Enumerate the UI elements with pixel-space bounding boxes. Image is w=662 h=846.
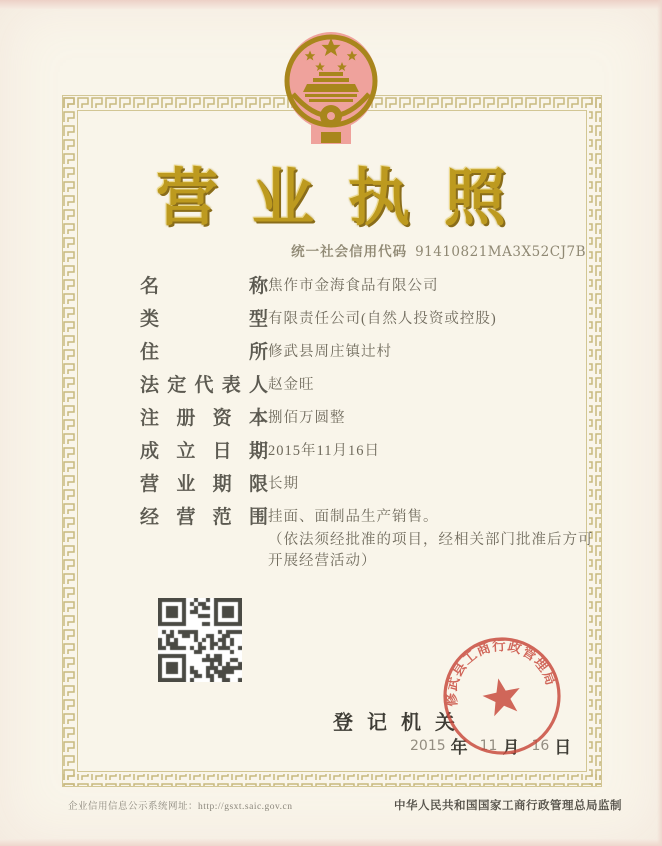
national-emblem — [279, 26, 383, 150]
footer-public-info-url: 企业信用信息公示系统网址：http://gsxt.saic.gov.cn — [68, 802, 293, 812]
field-value: 2015年11月16日 — [268, 443, 380, 459]
date-year: 2015 — [410, 738, 446, 754]
credit-code-label: 统一社会信用代码 — [291, 244, 408, 259]
field-label: 法 定 代 表 人 — [140, 375, 268, 396]
field-value: 有限责任公司(自然人投资或控股) — [268, 311, 497, 327]
seal-star — [480, 674, 525, 717]
field-label: 注 册 资 本 — [140, 408, 268, 429]
field-row-established — [140, 436, 570, 469]
field-row-scope — [140, 502, 594, 570]
date-month-char: 月 — [502, 738, 520, 757]
field-row-capital — [140, 403, 570, 436]
official-seal — [424, 618, 581, 775]
field-label: 住 所 — [140, 342, 268, 363]
field-row-term — [140, 469, 570, 502]
field-value: 捌佰万圆整 — [268, 410, 346, 426]
field-label: 经 营 范 围 — [140, 507, 268, 528]
qr-code — [158, 598, 242, 682]
field-label: 名 称 — [140, 276, 268, 297]
field-value: 赵金旺 — [268, 377, 315, 393]
date-year-char: 年 — [450, 738, 468, 757]
field-value: 修武县周庄镇辻村 — [268, 344, 392, 360]
scan-edge — [0, 0, 662, 9]
field-scope-note: （依法须经批准的项目，经相关部门批准后方可开展经营活动） — [268, 532, 594, 569]
credit-code-line — [291, 240, 586, 260]
license-fields — [140, 271, 594, 570]
field-row-address — [140, 337, 570, 370]
date-day: 16 — [531, 738, 550, 754]
scan-edge — [657, 0, 662, 846]
scan-edge — [0, 839, 662, 846]
field-row-name — [140, 271, 570, 304]
field-value: 焦作市金海食品有限公司 — [268, 278, 439, 294]
field-row-legal-rep — [140, 370, 570, 403]
credit-code-value: 91410821MA3X52CJ7B — [415, 244, 586, 260]
date-day-char: 日 — [554, 738, 572, 757]
field-value: 挂面、面制品生产销售。 — [268, 509, 439, 525]
field-row-type — [140, 304, 570, 337]
license-title: 营业执照 — [155, 165, 540, 233]
footer-issuer-note: 中华人民共和国国家工商行政管理总局监制 — [394, 800, 622, 812]
seal-text: 修武县工商行政管理局 — [443, 637, 559, 708]
field-label: 成 立 日 期 — [140, 441, 268, 462]
field-value: 长期 — [268, 476, 299, 492]
registration-authority-label: 登记机关 — [333, 712, 469, 734]
date-month: 11 — [479, 738, 498, 754]
field-label: 类 型 — [140, 309, 268, 330]
footer — [0, 797, 662, 813]
field-label: 营 业 期 限 — [140, 474, 268, 495]
